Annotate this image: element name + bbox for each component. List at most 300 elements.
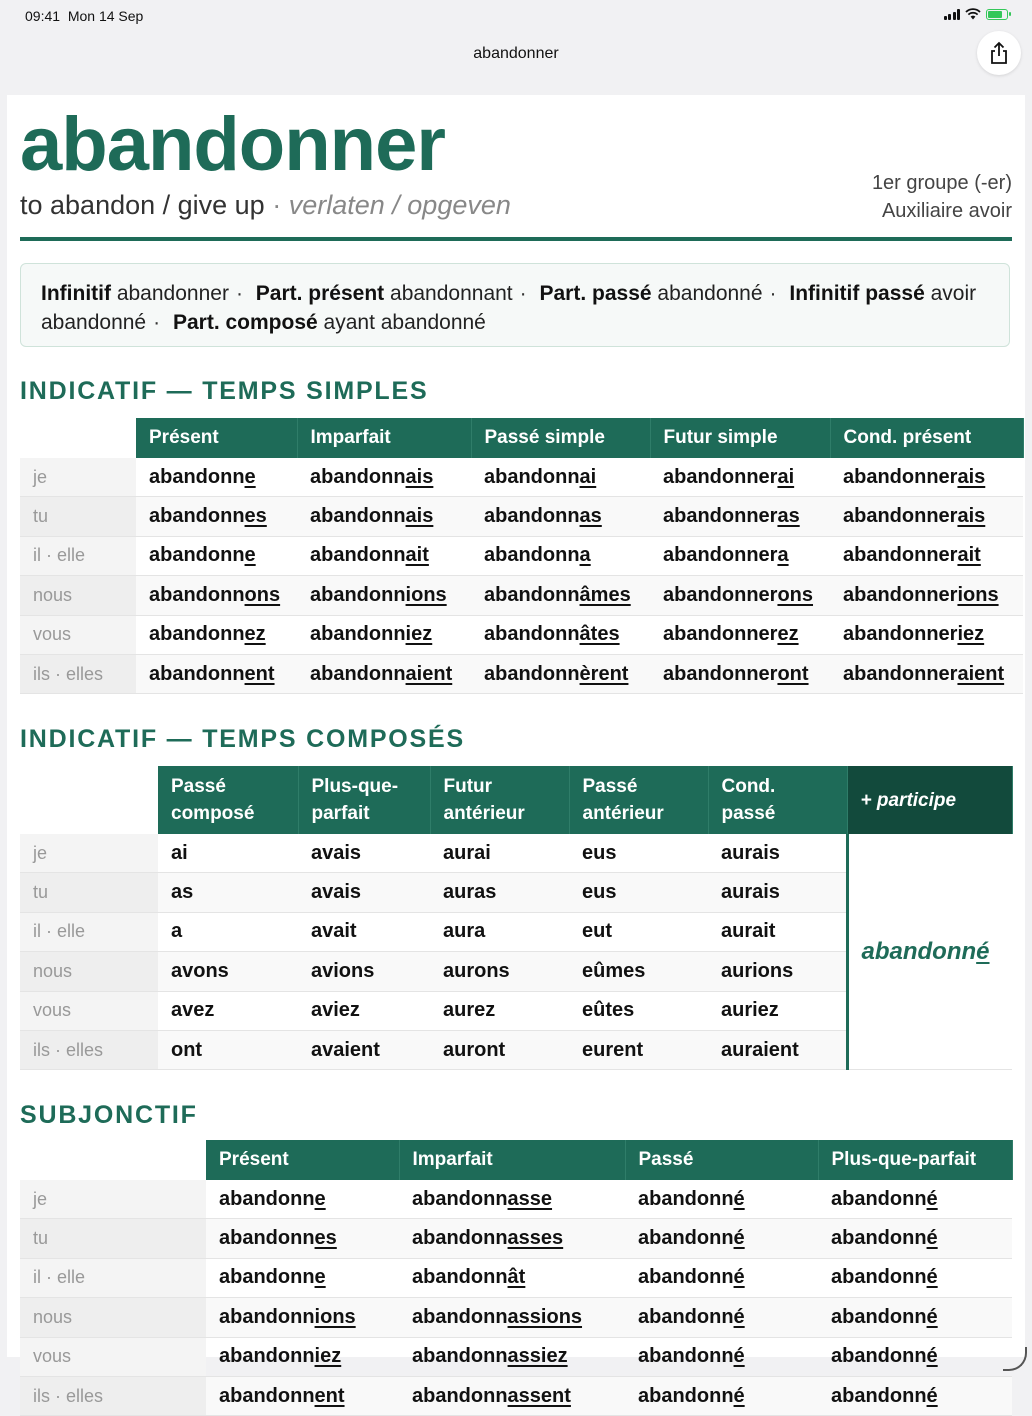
verb-stem: abandonn xyxy=(310,662,406,685)
auxiliary-cell: a xyxy=(158,912,298,951)
verb-stem: abandonn xyxy=(219,1266,315,1289)
status-bar xyxy=(0,0,1032,32)
verb-stem: abandonner xyxy=(663,465,778,488)
pronoun-cell: tu xyxy=(20,497,136,536)
verb-stem: abandonn xyxy=(484,662,580,685)
nominal-form-value: ayant abandonné xyxy=(323,311,486,334)
table-row xyxy=(20,497,1023,536)
pronoun-cell: il · elle xyxy=(20,912,158,951)
verb-stem: abandonn xyxy=(831,1305,927,1328)
conjugation-cell xyxy=(206,1337,399,1376)
verb-ending: iez xyxy=(957,623,985,646)
column-header: Plus-que-parfait xyxy=(818,1140,1012,1180)
auxiliary-cell: aurions xyxy=(708,952,847,991)
nominal-form-value: abandonnant xyxy=(390,282,513,305)
column-header xyxy=(708,766,847,834)
conjugation-cell xyxy=(625,1376,818,1415)
table-header-row xyxy=(20,766,1012,834)
verb-stem: abandonn xyxy=(219,1345,315,1368)
conjugation-cell xyxy=(471,458,650,497)
pronoun-cell: nous xyxy=(20,952,158,991)
conjugation-cell xyxy=(136,497,297,536)
pronoun-cell: vous xyxy=(20,991,158,1030)
conjugation-cell xyxy=(625,1219,818,1258)
nominal-form-value: abandonner xyxy=(116,282,229,305)
form-separator: · xyxy=(519,282,527,305)
auxiliary-cell: avez xyxy=(158,991,298,1030)
column-header: Cond. présent xyxy=(830,418,1023,458)
verb-stem: abandonn xyxy=(149,662,245,685)
table-indicatif-simples xyxy=(20,418,1024,694)
pronoun-cell: je xyxy=(20,1180,206,1219)
verb-stem: abandonn xyxy=(638,1305,734,1328)
conjugation-cell xyxy=(399,1180,625,1219)
battery-charging-icon xyxy=(986,9,1008,20)
verb-stem: abandonn xyxy=(310,583,406,606)
verb-stem: abandonn xyxy=(219,1384,315,1407)
section-title-subjonctif: SUBJONCTIF xyxy=(20,1101,198,1129)
verb-ending: ais xyxy=(957,505,986,528)
verb-stem: abandonn xyxy=(638,1384,734,1407)
verb-stem: abandonner xyxy=(843,505,958,528)
verb-ending: as xyxy=(579,505,602,528)
auxiliary-cell: eus xyxy=(569,873,708,912)
verb-ending: ent xyxy=(314,1384,345,1407)
conjugation-cell xyxy=(206,1258,399,1297)
table-row xyxy=(20,1258,1012,1297)
conjugation-cell xyxy=(818,1219,1012,1258)
conjugation-cell xyxy=(830,654,1023,693)
translation-en: to abandon / give up xyxy=(20,190,265,220)
verb-ending: é xyxy=(976,937,990,965)
auxiliary-cell: auras xyxy=(430,873,569,912)
auxiliary-cell: aurez xyxy=(430,991,569,1030)
verb-ending: ions xyxy=(405,583,447,606)
conjugation-cell xyxy=(399,1298,625,1337)
column-header-line: Plus-que- xyxy=(311,776,399,797)
verb-ending: ons xyxy=(777,583,814,606)
verb-group-info xyxy=(872,169,1012,225)
status-time: 09:41 Mon 14 Sep xyxy=(25,8,144,24)
conjugation-cell xyxy=(206,1180,399,1219)
verb-stem: abandonn xyxy=(831,1345,927,1368)
auxiliary-cell: eûmes xyxy=(569,952,708,991)
conjugation-cell xyxy=(818,1258,1012,1297)
conjugation-cell xyxy=(830,615,1023,654)
verb-stem: abandonn xyxy=(412,1266,508,1289)
auxiliary-cell: aurais xyxy=(708,834,847,873)
verb-ending: ent xyxy=(244,662,275,685)
participle-header: + participe xyxy=(847,766,1012,834)
conjugation-cell xyxy=(136,615,297,654)
verb-ending: é xyxy=(733,1384,745,1407)
verb-ending: ais xyxy=(957,465,986,488)
header-divider xyxy=(20,237,1012,241)
share-icon xyxy=(988,41,1010,65)
auxiliary-cell: avais xyxy=(298,834,430,873)
nominal-form-value: abandonné xyxy=(657,282,763,305)
verb-ending: ât xyxy=(507,1266,526,1289)
conjugation-cell xyxy=(830,497,1023,536)
verb-ending: assiez xyxy=(507,1345,568,1368)
auxiliary-cell: avaient xyxy=(298,1030,430,1069)
conjugation-cell xyxy=(830,458,1023,497)
verb-stem: abandonn xyxy=(412,1345,508,1368)
verb-ending: es xyxy=(244,505,267,528)
cellular-signal-icon xyxy=(944,9,961,20)
verb-ending: ez xyxy=(244,623,266,646)
verb-stem: abandonn xyxy=(831,1187,927,1210)
column-header-line: antérieur xyxy=(443,803,525,824)
conjugation-cell xyxy=(650,576,830,615)
verb-stem: abandonner xyxy=(843,662,958,685)
conjugation-cell xyxy=(399,1337,625,1376)
conjugation-cell xyxy=(818,1298,1012,1337)
verb-ending: ai xyxy=(777,465,795,488)
resize-grabber[interactable] xyxy=(1003,1347,1027,1371)
verb-ending: ais xyxy=(405,505,434,528)
verb-stem: abandonn xyxy=(484,505,580,528)
pronoun-cell: nous xyxy=(20,1298,206,1337)
table-row xyxy=(20,834,1012,873)
form-separator: · xyxy=(153,311,161,334)
auxiliary-cell: aura xyxy=(430,912,569,951)
table-header-row xyxy=(20,418,1023,458)
column-header xyxy=(298,766,430,834)
verb-ending: a xyxy=(777,544,789,567)
nominal-form xyxy=(256,282,513,305)
nominal-form-label: Part. présent xyxy=(255,282,385,305)
section-title-composes: INDICATIF — TEMPS COMPOSÉS xyxy=(20,725,465,753)
table-subjonctif xyxy=(20,1140,1013,1416)
column-header xyxy=(158,766,298,834)
verb-auxiliary: Auxiliaire avoir xyxy=(881,200,1012,222)
conjugation-cell xyxy=(297,615,471,654)
pronoun-cell: il · elle xyxy=(20,1258,206,1297)
auxiliary-cell: aurons xyxy=(430,952,569,991)
column-header: Présent xyxy=(206,1140,399,1180)
verb-stem: abandonner xyxy=(663,544,778,567)
auxiliary-cell: avait xyxy=(298,912,430,951)
form-separator: · xyxy=(235,282,243,305)
verb-ending: aient xyxy=(405,662,453,685)
pronoun-cell: il · elle xyxy=(20,536,136,575)
conjugation-cell xyxy=(471,497,650,536)
auxiliary-cell: ai xyxy=(158,834,298,873)
translation-nl: verlaten / opgeven xyxy=(288,190,511,220)
verb-stem: abandonn xyxy=(310,544,406,567)
verb-stem: abandonner xyxy=(843,544,958,567)
verb-stem: abandonn xyxy=(310,623,406,646)
column-header-line: Passé xyxy=(582,776,638,797)
verb-ending: é xyxy=(733,1227,745,1250)
conjugation-cell xyxy=(399,1376,625,1415)
auxiliary-cell: avons xyxy=(158,952,298,991)
auxiliary-cell: avions xyxy=(298,952,430,991)
verb-stem: abandonner xyxy=(663,662,778,685)
verb-stem: abandonner xyxy=(663,583,778,606)
auxiliary-cell: eurent xyxy=(569,1030,708,1069)
conjugation-cell xyxy=(136,536,297,575)
verb-ending: é xyxy=(733,1345,745,1368)
conjugation-cell xyxy=(399,1258,625,1297)
pronoun-cell: vous xyxy=(20,1337,206,1376)
table-row xyxy=(20,576,1023,615)
table-row xyxy=(20,1337,1012,1376)
pronoun-cell: ils · elles xyxy=(20,1030,158,1069)
auxiliary-cell: aviez xyxy=(298,991,430,1030)
verb-ending: é xyxy=(926,1187,938,1210)
translation xyxy=(20,190,511,221)
conjugation-cell xyxy=(297,654,471,693)
column-header-line: composé xyxy=(171,803,255,824)
verb-stem: abandonn xyxy=(412,1227,508,1250)
verb-ending: aient xyxy=(957,662,1005,685)
header-spacer xyxy=(20,766,158,834)
verb-stem: abandonner xyxy=(663,623,778,646)
conjugation-cell xyxy=(206,1298,399,1337)
verb-ending: e xyxy=(314,1187,326,1210)
conjugation-cell xyxy=(136,576,297,615)
verb-ending: ont xyxy=(777,662,809,685)
verb-stem: abandonn xyxy=(149,544,245,567)
verb-ending: ait xyxy=(405,544,429,567)
verb-ending: iez xyxy=(405,623,433,646)
verb-ending: é xyxy=(733,1305,745,1328)
conjugation-cell xyxy=(818,1376,1012,1415)
verb-stem: abandonn xyxy=(412,1187,508,1210)
column-header: Passé xyxy=(625,1140,818,1180)
column-header: Passé simple xyxy=(471,418,650,458)
pronoun-cell: je xyxy=(20,834,158,873)
verb-ending: ions xyxy=(314,1305,356,1328)
wifi-icon xyxy=(965,8,981,20)
verb-ending: e xyxy=(314,1266,326,1289)
verb-ending: as xyxy=(777,505,800,528)
auxiliary-cell: auront xyxy=(430,1030,569,1069)
verb-ending: é xyxy=(926,1227,938,1250)
verb-title: abandonner xyxy=(20,102,445,187)
pronoun-cell: tu xyxy=(20,1219,206,1258)
auxiliary-cell: eut xyxy=(569,912,708,951)
verb-ending: é xyxy=(926,1384,938,1407)
table-row xyxy=(20,654,1023,693)
conjugation-page[interactable] xyxy=(7,95,1025,1407)
nav-title: abandonner xyxy=(473,45,559,62)
conjugation-cell xyxy=(650,615,830,654)
pronoun-cell: je xyxy=(20,458,136,497)
conjugation-cell xyxy=(471,576,650,615)
column-header xyxy=(430,766,569,834)
verb-stem: abandonn xyxy=(149,505,245,528)
nominal-form-label: Infinitif xyxy=(41,282,111,305)
table-row xyxy=(20,1219,1012,1258)
nominal-form-label: Infinitif passé xyxy=(789,282,925,305)
table-row xyxy=(20,1298,1012,1337)
section-title-simples: INDICATIF — TEMPS SIMPLES xyxy=(20,377,429,405)
conjugation-cell xyxy=(625,1337,818,1376)
status-icons xyxy=(944,8,1009,20)
verb-ending: âtes xyxy=(579,623,620,646)
pronoun-cell: nous xyxy=(20,576,136,615)
conjugation-cell xyxy=(399,1219,625,1258)
verb-stem: abandonner xyxy=(843,623,958,646)
conjugation-cell xyxy=(650,654,830,693)
verb-ending: assions xyxy=(507,1305,583,1328)
share-button[interactable] xyxy=(977,31,1021,75)
conjugation-cell xyxy=(297,536,471,575)
nominal-form-label: Part. passé xyxy=(539,282,652,305)
nominal-form-label: Part. composé xyxy=(172,311,318,334)
verb-ending: ez xyxy=(777,623,799,646)
verb-ending: e xyxy=(244,544,256,567)
nominal-form xyxy=(540,282,763,305)
column-header-line: parfait xyxy=(311,803,370,824)
verb-ending: a xyxy=(579,544,591,567)
verb-ending: es xyxy=(314,1227,337,1250)
auxiliary-cell: auraient xyxy=(708,1030,847,1069)
verb-stem: abandonn xyxy=(219,1227,315,1250)
pronoun-cell: ils · elles xyxy=(20,654,136,693)
table-row xyxy=(20,1376,1012,1415)
pronoun-cell: ils · elles xyxy=(20,1376,206,1415)
column-header xyxy=(569,766,708,834)
verb-ending: ions xyxy=(957,583,999,606)
table-row xyxy=(20,1180,1012,1219)
conjugation-cell xyxy=(297,576,471,615)
verb-stem: abandonner xyxy=(843,583,958,606)
conjugation-cell xyxy=(471,615,650,654)
verb-ending: iez xyxy=(314,1345,342,1368)
auxiliary-cell: aurais xyxy=(708,873,847,912)
conjugation-cell xyxy=(297,497,471,536)
verb-stem: abandonn xyxy=(412,1384,508,1407)
verb-ending: é xyxy=(733,1187,745,1210)
table-row xyxy=(20,615,1023,654)
column-header: Imparfait xyxy=(297,418,471,458)
verb-stem: abandonner xyxy=(843,465,958,488)
auxiliary-cell: aurai xyxy=(430,834,569,873)
translation-separator: · xyxy=(272,190,282,220)
conjugation-cell xyxy=(206,1219,399,1258)
verb-stem: abandonn xyxy=(149,623,245,646)
verb-ending: ais xyxy=(405,465,434,488)
table-indicatif-composes xyxy=(20,766,1013,1070)
verb-stem: abandonn xyxy=(149,465,245,488)
verb-ending: é xyxy=(926,1345,938,1368)
verb-stem: abandonn xyxy=(831,1227,927,1250)
column-header-line: Futur xyxy=(443,776,493,797)
verb-stem: abandonn xyxy=(484,583,580,606)
conjugation-cell xyxy=(206,1376,399,1415)
conjugation-cell xyxy=(830,536,1023,575)
column-header-line: antérieur xyxy=(582,803,664,824)
verb-ending: asses xyxy=(507,1227,564,1250)
verb-stem: abandonn xyxy=(484,465,580,488)
conjugation-cell xyxy=(830,576,1023,615)
table-row xyxy=(20,458,1023,497)
pronoun-cell: vous xyxy=(20,615,136,654)
participle-cell xyxy=(847,834,1012,1070)
auxiliary-cell: eûtes xyxy=(569,991,708,1030)
conjugation-cell xyxy=(818,1180,1012,1219)
verb-stem: abandonn xyxy=(484,623,580,646)
auxiliary-cell: auriez xyxy=(708,991,847,1030)
verb-stem: abandonn xyxy=(638,1345,734,1368)
auxiliary-cell: aurait xyxy=(708,912,847,951)
verb-ending: é xyxy=(733,1266,745,1289)
verb-stem: abandonn xyxy=(638,1227,734,1250)
auxiliary-cell: ont xyxy=(158,1030,298,1069)
conjugation-cell xyxy=(625,1180,818,1219)
header-spacer xyxy=(20,418,136,458)
verb-ending: assent xyxy=(507,1384,571,1407)
column-header: Futur simple xyxy=(650,418,830,458)
header-spacer xyxy=(20,1140,206,1180)
verb-ending: e xyxy=(244,465,256,488)
verb-ending: é xyxy=(926,1266,938,1289)
verb-stem: abandonn xyxy=(831,1384,927,1407)
conjugation-cell xyxy=(297,458,471,497)
verb-stem: abandonn xyxy=(638,1266,734,1289)
verb-stem: abandonn xyxy=(219,1187,315,1210)
conjugation-cell xyxy=(650,458,830,497)
conjugation-cell xyxy=(818,1337,1012,1376)
verb-stem: abandonn xyxy=(831,1266,927,1289)
conjugation-cell xyxy=(625,1258,818,1297)
verb-ending: âmes xyxy=(579,583,631,606)
conjugation-cell xyxy=(471,654,650,693)
conjugation-cell xyxy=(650,497,830,536)
column-header: Présent xyxy=(136,418,297,458)
auxiliary-cell: as xyxy=(158,873,298,912)
verb-ending: asse xyxy=(507,1187,553,1210)
conjugation-cell xyxy=(136,654,297,693)
conjugation-cell xyxy=(136,458,297,497)
nominal-form-value: avoir abandonné xyxy=(41,282,977,334)
verb-stem: abandonn xyxy=(638,1187,734,1210)
auxiliary-cell: eus xyxy=(569,834,708,873)
pronoun-cell: tu xyxy=(20,873,158,912)
verb-stem: abandonn xyxy=(310,465,406,488)
conjugation-cell xyxy=(625,1298,818,1337)
conjugation-cell xyxy=(650,536,830,575)
verb-stem: abandonn xyxy=(861,937,977,965)
table-row xyxy=(20,536,1023,575)
column-header-line: Passé xyxy=(171,776,226,797)
verb-stem: abandonn xyxy=(310,505,406,528)
column-header: Imparfait xyxy=(399,1140,625,1180)
verb-group: 1er groupe (-er) xyxy=(871,172,1012,194)
verb-stem: abandonn xyxy=(219,1305,315,1328)
verb-ending: ons xyxy=(244,583,281,606)
verb-ending: ait xyxy=(957,544,981,567)
verb-stem: abandonn xyxy=(149,583,245,606)
verb-ending: é xyxy=(926,1305,938,1328)
column-header-line: Cond. xyxy=(721,776,776,797)
verb-ending: èrent xyxy=(579,662,629,685)
verb-stem: abandonn xyxy=(484,544,580,567)
verb-stem: abandonn xyxy=(412,1305,508,1328)
verb-ending: ai xyxy=(579,465,597,488)
column-header-line: passé xyxy=(721,803,776,824)
auxiliary-cell: avais xyxy=(298,873,430,912)
conjugation-cell xyxy=(471,536,650,575)
form-separator: · xyxy=(769,282,777,305)
nominal-form xyxy=(173,311,486,334)
nominal-form xyxy=(41,282,229,305)
verb-stem: abandonner xyxy=(663,505,778,528)
